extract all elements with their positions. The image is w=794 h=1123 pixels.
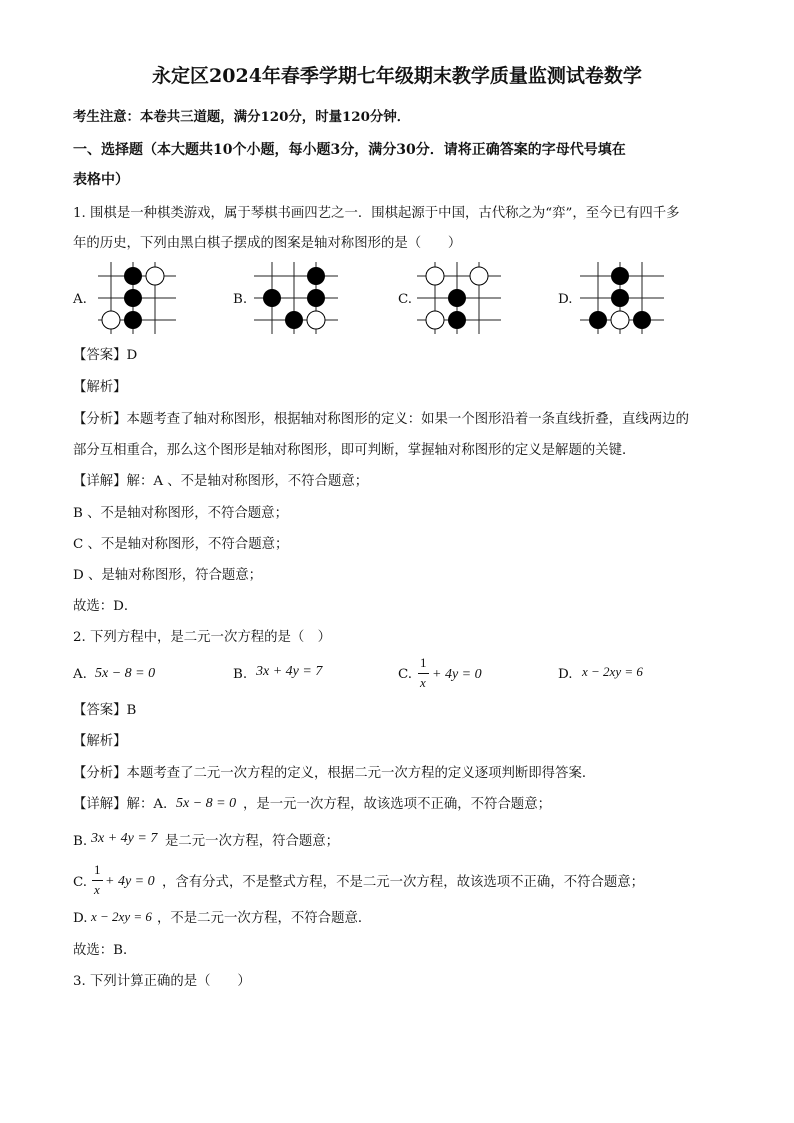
q1-detail-b: B 、不是轴对称图形，不符合题意；: [73, 506, 288, 521]
q1-option-d-label: D.: [558, 292, 573, 307]
q1-stem-line1: 1. 围棋是一种棋类游戏，属于琴棋书画四艺之一．围棋起源于中国，古代称之为“弈”，至今已有四千多: [73, 206, 680, 221]
q3-stem: 3. 下列计算正确的是（ ）: [73, 974, 251, 989]
q1-detail-d: D 、是轴对称图形，符合题意；: [73, 568, 263, 583]
white-stone: [470, 267, 488, 285]
black-stone: [633, 311, 651, 329]
q2-option-b-equation: 3x + 4y = 7: [256, 664, 323, 679]
q1-answer: 【答案】D: [73, 348, 138, 363]
q2-analysis-tag: 【解析】: [73, 734, 127, 749]
black-stone: [448, 311, 466, 329]
q2-detail-c-prefix: C.: [73, 875, 88, 890]
q1-option-b-label: B.: [233, 292, 248, 307]
q2-detail-b-equation: 3x + 4y = 7: [91, 831, 158, 846]
white-stone: [426, 267, 444, 285]
section-heading-line2: 表格中）: [73, 172, 129, 188]
q2-detail-a-prefix: 【详解】解：A.: [73, 797, 168, 812]
go-board-a: [88, 258, 180, 336]
fraction-bar: [92, 880, 103, 881]
q2-option-c-denominator: x: [420, 675, 426, 690]
q2-option-a-label: A.: [73, 667, 87, 682]
white-stone: [307, 311, 325, 329]
black-stone: [307, 289, 325, 307]
q2-option-d-equation: x − 2xy = 6: [582, 664, 643, 679]
white-stone: [426, 311, 444, 329]
black-stone: [611, 289, 629, 307]
black-stone: [589, 311, 607, 329]
q2-detail-b-text: 是二元一次方程，符合题意；: [165, 834, 340, 849]
q2-option-d-label: D.: [558, 667, 573, 682]
q1-stem-line2: 年的历史，下列由黑白棋子摆成的图案是轴对称图形的是（ ）: [73, 236, 462, 251]
go-board-d: [576, 258, 668, 336]
black-stone: [124, 267, 142, 285]
q2-detail-c-denominator: x: [94, 882, 100, 897]
page-title: 永定区2024年春季学期七年级期末教学质量监测试卷数学: [152, 65, 642, 87]
q1-detail-a: 【详解】解：A 、不是轴对称图形，不符合题意；: [73, 474, 369, 489]
q2-option-c-numerator: 1: [420, 655, 427, 670]
go-board-b: [250, 258, 342, 336]
q2-option-b-label: B.: [233, 667, 248, 682]
white-stone: [611, 311, 629, 329]
q2-stem: 2. 下列方程中，是二元一次方程的是（ ）: [73, 630, 332, 645]
q2-detail-a-text: ，是一元一次方程，故该选项不正确，不符合题意；: [243, 797, 551, 812]
q2-detail-c-equation-rest: + 4y = 0: [105, 874, 155, 889]
q2-detail-d-equation: x − 2xy = 6: [91, 909, 152, 924]
q2-detail-a-equation: 5x − 8 = 0: [176, 796, 237, 811]
q2-detail-b-prefix: B.: [73, 834, 88, 849]
q1-choose: 故选：D．: [73, 599, 138, 614]
section-heading-line1: 一、选择题（本大题共10个小题，每小题3分，满分30分．请将正确答案的字母代号填在: [73, 142, 626, 158]
q2-detail-d-prefix: D.: [73, 911, 88, 926]
fraction-bar: [418, 673, 429, 674]
q2-detail-c-text: ，含有分式，不是整式方程，不是二元一次方程，故该选项不正确，不符合题意；: [162, 875, 645, 890]
exam-notice: 考生注意：本卷共三道题，满分120分，时量120分钟．: [73, 109, 411, 125]
black-stone: [307, 267, 325, 285]
white-stone: [146, 267, 164, 285]
q2-option-c-equation-rest: + 4y = 0: [432, 667, 482, 682]
q1-option-c-label: C.: [398, 292, 413, 307]
black-stone: [263, 289, 281, 307]
q2-fenxi: 【分析】本题考查了二元一次方程的定义，根据二元一次方程的定义逐项判断即得答案．: [73, 766, 596, 781]
white-stone: [102, 311, 120, 329]
black-stone: [124, 311, 142, 329]
q1-fenxi-line2: 部分互相重合，那么这个图形是轴对称图形，即可判断，掌握轴对称图形的定义是解题的关键．: [73, 443, 636, 458]
q2-choose: 故选：B．: [73, 943, 137, 958]
q2-option-c-label: C.: [398, 667, 413, 682]
q2-detail-c-numerator: 1: [94, 862, 101, 877]
black-stone: [285, 311, 303, 329]
black-stone: [448, 289, 466, 307]
q1-fenxi-line1: 【分析】本题考查了轴对称图形，根据轴对称图形的定义：如果一个图形沿着一条直线折叠，直线两边的: [73, 412, 689, 427]
q2-answer: 【答案】B: [73, 703, 137, 718]
go-board-c: [413, 258, 505, 336]
black-stone: [124, 289, 142, 307]
q2-option-a-equation: 5x − 8 = 0: [95, 666, 156, 681]
q2-detail-d-text: ，不是二元一次方程，不符合题意．: [157, 911, 372, 926]
black-stone: [611, 267, 629, 285]
q1-option-a-label: A.: [73, 292, 87, 307]
q1-analysis-tag: 【解析】: [73, 380, 127, 395]
q1-detail-c: C 、不是轴对称图形，不符合题意；: [73, 537, 289, 552]
